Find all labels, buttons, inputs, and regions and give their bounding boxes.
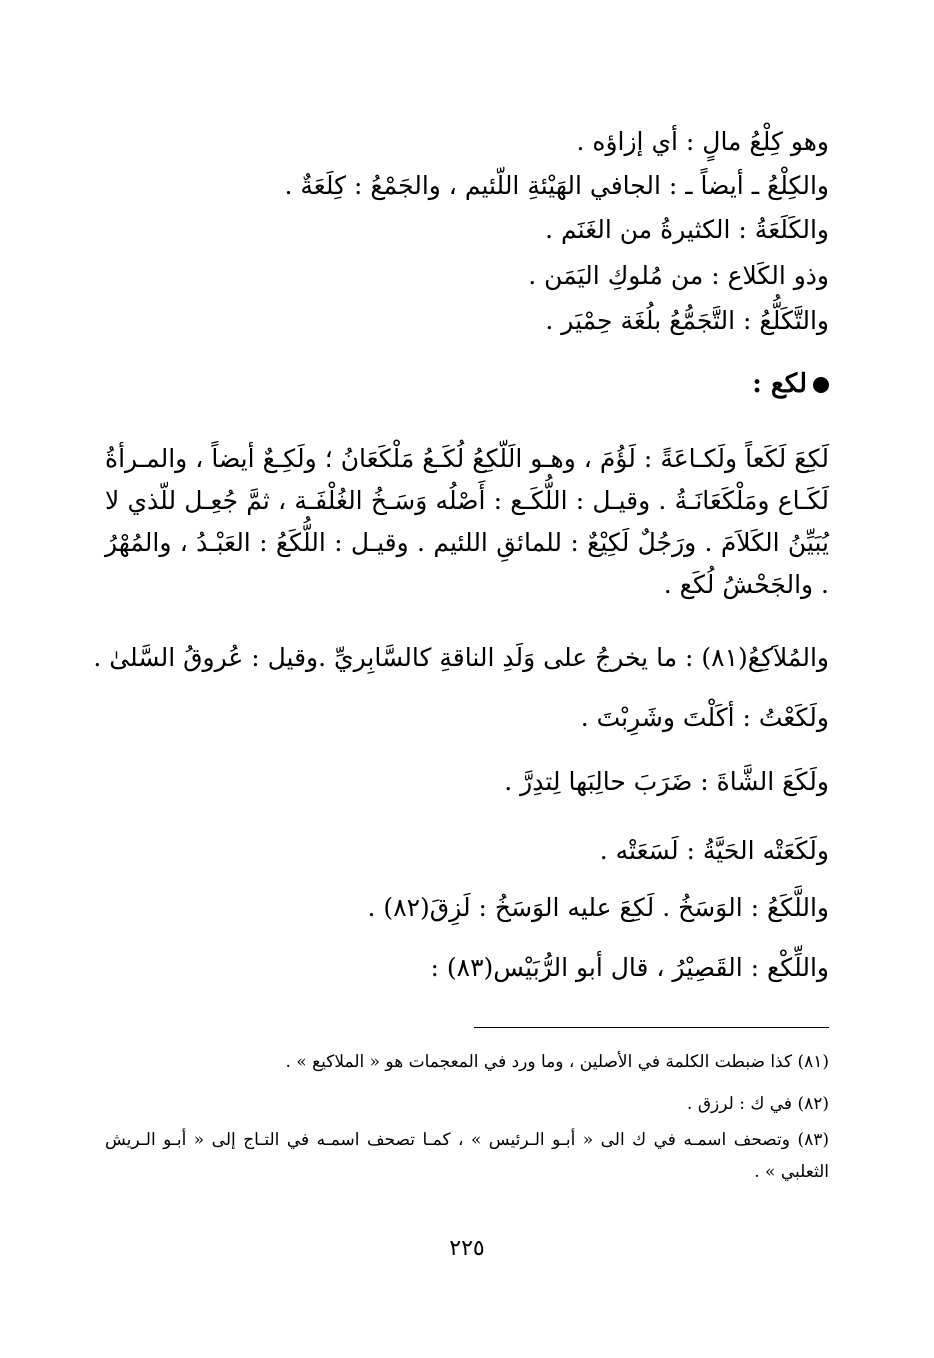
bullet-icon bbox=[813, 377, 829, 393]
footnote: (٨٣) وتصحف اسمـه في ك الى « أبـو الـرئيس » ، كمـا تصحف اسمـه في التـاج إلى « أبـو الـريش الثعلبي » . bbox=[105, 1130, 829, 1182]
entry-line: واللِّكْع : القَصِيْرُ ، قال أبو الرُّبَيْس(٨٣) : bbox=[430, 953, 829, 982]
entry-line: ولَكَعْتُ : أكَلْتَ وشَرِبْتَ . bbox=[580, 703, 829, 732]
footnote-divider bbox=[474, 1027, 829, 1028]
page-number: ٢٢٥ bbox=[449, 1236, 485, 1261]
main-paragraph bbox=[105, 438, 829, 606]
text-line: والتَّكَلُّعُ : التَّجَمُّعُ بلُغَة حِمْيَر . bbox=[545, 306, 829, 335]
paragraph-text: لَكِعَ لَكَعاً ولَكـاعَةً : لَؤُمَ ، وهـو الَلّكِعُ لُكَـعُ مَلْكَعَانُ ؛ ولَكِـعٌ أيضاً ، والمـرأةُ لَكَـاع ومَلْكَعَانَـةُ . وقيـل : اللُّكَـع : أَصْلُه وَسَـخُ الغُلْفَـة ، ثمَّ جُعِـل للّذي لا يُبَيِّنُ الكَلاَمَ . ورَجُلٌ لَكِيْعٌ : للمائقِ اللئيم . وقيـل : اللُّكَعُ : العَبْـدُ ، والمُهْرُ . والجَحْشُ لُكَع . bbox=[105, 444, 829, 599]
text-line: وذو الكَلاع : من مُلوكِ اليَمَن . bbox=[528, 261, 829, 290]
text-line: والكَلَعَةُ : الكثيرةُ من الغَنَم . bbox=[545, 215, 829, 244]
text-line: والكِلْعُ ـ أيضاً ـ : الجافي الهَيْئةِ اللّئيم ، والجَمْعُ : كِلَعَةٌ . bbox=[284, 171, 829, 200]
text-line: وهو كِلْعُ مالٍ : أي إزاؤه . bbox=[576, 127, 829, 156]
entry-line: والمُلاَكِعُ(٨١) : ما يخرجُ على وَلَدِ الناقةِ كالسَّابِريِّ .وقيل : عُروقُ السَّلىٰ . bbox=[93, 643, 829, 672]
entry-line: واللَّكَعُ : الوَسَخُ . لَكِعَ عليه الوَسَخُ : لَزِقَ(٨٢) . bbox=[367, 893, 829, 922]
heading-text: لكع : bbox=[752, 369, 807, 399]
entry-heading bbox=[752, 366, 829, 402]
footnote: (٨١) كذا ضبطت الكلمة في الأصلين ، وما ورد في المعجمات هو « الملاكيع » . bbox=[285, 1052, 829, 1072]
entry-line: ولَكَعَ الشَّاةَ : ضَرَبَ حالِبَها لِتدِرَّ . bbox=[504, 767, 829, 796]
entry-line: ولَكَعَتْه الحَيَّةُ : لَسَعَتْه . bbox=[599, 836, 829, 865]
footnote: (٨٢) في ك : لرزق . bbox=[687, 1094, 829, 1114]
